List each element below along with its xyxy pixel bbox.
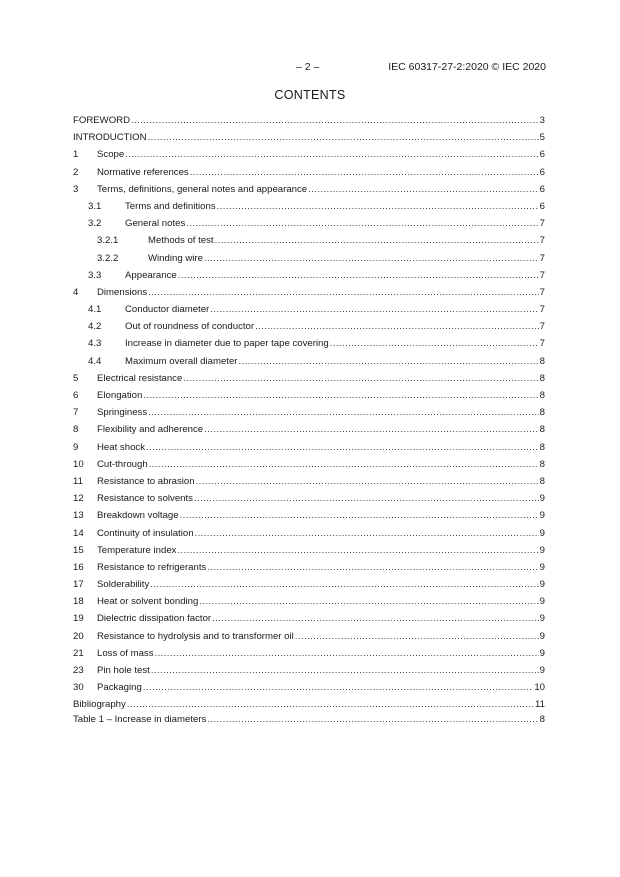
toc-entry-number: 18 [73,593,84,610]
toc-entry[interactable] [73,645,545,662]
toc-entry-page: 8 [539,404,545,421]
toc-entry[interactable] [73,198,545,215]
toc-entry-page: 9 [539,542,545,559]
toc-entry-number: 3.3 [88,267,101,284]
toc-entry[interactable] [73,593,545,610]
toc-entry-title: Temperature index [97,542,177,559]
toc-entry-number: 3.2 [88,215,101,232]
dot-leader [143,679,534,696]
toc-entry-number: 12 [73,490,84,507]
toc-entry-title: Packaging [97,679,143,696]
toc-entry-title: Dimensions [97,284,148,301]
toc-entry-page: 6 [539,181,545,198]
dot-leader [255,318,539,335]
dot-leader [148,129,539,146]
tables-entry-page: 8 [539,711,545,728]
toc-entry-number: 2 [73,164,78,181]
toc-entry-title: Heat or solvent bonding [97,593,199,610]
toc-entry-page: 9 [539,628,545,645]
toc-entry-title: Loss of mass [97,645,155,662]
toc-entry-title: Conductor diameter [125,301,210,318]
dot-leader [295,628,539,645]
toc-entry-title: Flexibility and adherence [97,421,204,438]
toc-entry-page: 9 [539,507,545,524]
toc-entry-page: 9 [539,576,545,593]
toc-entry-number: 17 [73,576,84,593]
toc-entry-number: 3 [73,181,78,198]
dot-leader [178,267,539,284]
toc-entry-title: Elongation [97,387,143,404]
dot-leader [207,559,538,576]
toc-entry-number: 7 [73,404,78,421]
toc-entry-title: Bibliography [73,696,127,713]
document-identifier: IEC 60317-27-2:2020 © IEC 2020 [388,61,546,73]
toc-entry-number: 19 [73,610,84,627]
toc-entry[interactable] [73,318,545,335]
toc-entry-number: 11 [73,473,83,490]
toc-entry-page: 9 [539,559,545,576]
toc-entry-number: 13 [73,507,84,524]
toc-entry[interactable] [73,490,545,507]
toc-entry-page: 7 [539,335,545,352]
toc-entry-title: Appearance [125,267,178,284]
toc-entry[interactable] [73,284,545,301]
toc-entry[interactable] [73,146,545,163]
toc-entry-page: 7 [539,232,545,249]
dot-leader [146,439,539,456]
toc-entry-title: Continuity of insulation [97,525,195,542]
toc-entry-number: 8 [73,421,78,438]
toc-entry-page: 8 [539,370,545,387]
dot-leader [239,353,539,370]
toc-entry-number: 4.1 [88,301,101,318]
toc-entry[interactable] [73,112,545,129]
toc-entry-title: Winding wire [148,250,204,267]
toc-entry[interactable] [73,662,545,679]
toc-entry-page: 6 [539,164,545,181]
toc-entry-number: 21 [73,645,84,662]
toc-entry-page: 7 [539,284,545,301]
toc-entry-number: 3.2.2 [97,250,118,267]
dot-leader [148,404,539,421]
toc-entry-title: Normative references [97,164,190,181]
toc-entry-title: Scope [97,146,125,163]
toc-entry[interactable] [73,542,545,559]
toc-entry-number: 3.2.1 [97,232,118,249]
toc-entry-page: 3 [539,112,545,129]
dot-leader [215,232,539,249]
toc-entry-title: Heat shock [97,439,146,456]
contents-heading: CONTENTS [274,88,346,102]
toc-entry-page: 7 [539,267,545,284]
dot-leader [204,250,539,267]
toc-entry[interactable] [73,250,545,267]
toc-entry-title: Springiness [97,404,148,421]
toc-entry[interactable] [73,267,545,284]
toc-entry-title: Solderability [97,576,150,593]
dot-leader [199,593,538,610]
toc-entry-number: 4.2 [88,318,101,335]
toc-entry-number: 15 [73,542,84,559]
toc-entry-number: 14 [73,525,84,542]
dot-leader [196,473,539,490]
dot-leader [143,387,538,404]
dot-leader [155,645,539,662]
dot-leader [177,542,538,559]
toc-entry[interactable] [73,181,545,198]
toc-entry-page: 9 [539,645,545,662]
dot-leader [131,112,539,129]
toc-entry-page: 6 [539,146,545,163]
toc-entry-number: 30 [73,679,84,696]
toc-entry-title: Resistance to refrigerants [97,559,207,576]
page-header [0,61,620,75]
toc-entry-page: 7 [539,318,545,335]
dot-leader [180,507,539,524]
toc-entry-title: Methods of test [148,232,215,249]
toc-entry-number: 16 [73,559,84,576]
toc-entry-title: Electrical resistance [97,370,183,387]
toc-entry-page: 10 [533,679,545,696]
dot-leader [186,215,538,232]
toc-entry-page: 5 [539,129,545,146]
toc-entry[interactable] [73,439,545,456]
toc-entry[interactable] [73,353,545,370]
toc-entry-page: 8 [539,421,545,438]
dot-leader [149,456,539,473]
toc-entry-number: 23 [73,662,84,679]
page-number: – 2 – [296,61,320,73]
toc-entry[interactable] [73,456,545,473]
toc-entry-number: 9 [73,439,78,456]
toc-entry-page: 8 [539,439,545,456]
toc-entry-page: 9 [539,610,545,627]
dot-leader [204,421,539,438]
toc-entry-title: Resistance to hydrolysis and to transformer oil [97,628,295,645]
toc-entry-number: 20 [73,628,84,645]
toc-entry-title: FOREWORD [73,112,131,129]
toc-entry-title: INTRODUCTION [73,129,148,146]
toc-entry-number: 5 [73,370,78,387]
toc-entry-number: 10 [73,456,84,473]
dot-leader [207,711,538,728]
toc-entry[interactable] [73,525,545,542]
toc-entry[interactable] [73,335,545,352]
toc-entry-page: 7 [539,250,545,267]
toc-entry[interactable] [73,473,545,490]
toc-entry-title: Resistance to abrasion [97,473,196,490]
dot-leader [148,284,539,301]
toc-entry-title: Dielectric dissipation factor [97,610,212,627]
toc-entry-page: 9 [539,525,545,542]
toc-entry[interactable] [73,215,545,232]
toc-entry-title: Breakdown voltage [97,507,180,524]
dot-leader [194,490,539,507]
table-of-contents [73,112,545,714]
toc-entry-page: 7 [539,301,545,318]
dot-leader [190,164,539,181]
dot-leader [150,576,538,593]
dot-leader [217,198,539,215]
toc-entry-title: Increase in diameter due to paper tape covering [125,335,330,352]
toc-entry-number: 1 [73,146,78,163]
toc-entry-number: 3.1 [88,198,101,215]
toc-entry-title: Resistance to solvents [97,490,194,507]
toc-entry-title: Pin hole test [97,662,151,679]
toc-entry-page: 7 [539,215,545,232]
toc-entry-number: 6 [73,387,78,404]
toc-entry[interactable] [73,232,545,249]
toc-entry[interactable] [73,387,545,404]
dot-leader [308,181,539,198]
toc-entry[interactable] [73,301,545,318]
toc-entry-page: 8 [539,353,545,370]
dot-leader [125,146,538,163]
toc-entry-title: Terms, definitions, general notes and appearance [97,181,308,198]
dot-leader [195,525,539,542]
toc-entry-number: 4.4 [88,353,101,370]
tables-entry-title: Table 1 – Increase in diameters [73,711,207,728]
toc-entry[interactable] [73,559,545,576]
toc-entry[interactable] [73,576,545,593]
toc-entry-page: 9 [539,490,545,507]
toc-entry[interactable] [73,507,545,524]
toc-entry[interactable] [73,404,545,421]
toc-entry-page: 9 [539,662,545,679]
toc-entry[interactable] [73,610,545,627]
toc-entry-number: 4.3 [88,335,101,352]
toc-entry[interactable] [73,370,545,387]
toc-entry-page: 6 [539,198,545,215]
toc-entry-title: General notes [125,215,186,232]
dot-leader [210,301,538,318]
dot-leader [212,610,539,627]
toc-entry[interactable] [73,628,545,645]
dot-leader [151,662,539,679]
list-of-tables [73,711,545,728]
toc-entry-title: Out of roundness of conductor [125,318,255,335]
toc-entry-page: 9 [539,593,545,610]
toc-entry[interactable] [73,129,545,146]
toc-entry[interactable] [73,164,545,181]
toc-entry[interactable] [73,421,545,438]
toc-entry-page: 8 [539,456,545,473]
dot-leader [330,335,539,352]
toc-entry-title: Terms and definitions [125,198,217,215]
dot-leader [183,370,538,387]
toc-entry-page: 11 [534,696,545,713]
tables-entry[interactable] [73,711,545,728]
toc-entry-title: Maximum overall diameter [125,353,239,370]
toc-entry-page: 8 [539,387,545,404]
toc-entry[interactable] [73,679,545,696]
toc-entry-title: Cut-through [97,456,149,473]
toc-entry-number: 4 [73,284,78,301]
toc-entry-page: 8 [539,473,545,490]
